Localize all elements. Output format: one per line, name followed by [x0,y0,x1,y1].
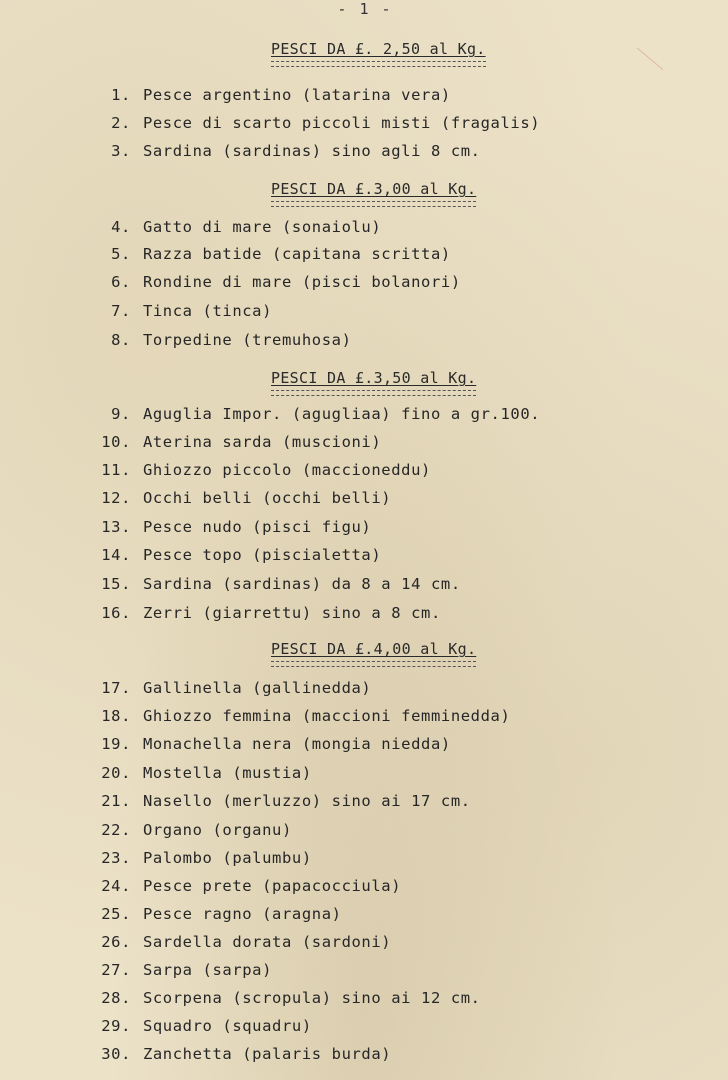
list-item: 9. Aguglia Impor. (agugliaa) fino a gr.100. [111,405,541,423]
list-item: 5. Razza batide (capitana scritta) [111,245,451,263]
list-item: 12. Occhi belli (occhi belli) [101,489,392,507]
list-item: 17. Gallinella (gallinedda) [101,679,372,697]
list-item: 30. Zanchetta (palaris burda) [101,1045,392,1063]
list-item: 16. Zerri (giarrettu) sino a 8 cm. [101,604,441,622]
list-item: 20. Mostella (mustia) [101,764,312,782]
section-heading-4: PESCI DA £.4,00 al Kg. [271,640,477,658]
list-item: 26. Sardella dorata (sardoni) [101,933,392,951]
list-item: 28. Scorpena (scropula) sino ai 12 cm. [101,989,481,1007]
pencil-mark [619,47,664,91]
page-number: - 1 - [337,0,393,18]
section-heading-2: PESCI DA £.3,00 al Kg. [271,180,477,198]
list-item: 14. Pesce topo (piscialetta) [101,546,382,564]
section-heading-3: PESCI DA £.3,50 al Kg. [271,369,477,387]
list-item: 22. Organo (organu) [101,821,292,839]
list-item: 4. Gatto di mare (sonaiolu) [111,218,382,236]
list-item: 29. Squadro (squadru) [101,1017,312,1035]
list-item: 18. Ghiozzo femmina (maccioni femminedda) [101,707,511,725]
list-item: 6. Rondine di mare (pisci bolanori) [111,273,461,291]
list-item: 19. Monachella nera (mongia niedda) [101,735,451,753]
section-heading-1: PESCI DA £. 2,50 al Kg. [271,40,486,58]
list-item: 11. Ghiozzo piccolo (maccioneddu) [101,461,431,479]
list-item: 10. Aterina sarda (muscioni) [101,433,382,451]
list-item: 3. Sardina (sardinas) sino agli 8 cm. [111,142,481,160]
list-item: 13. Pesce nudo (pisci figu) [101,518,372,536]
list-item: 25. Pesce ragno (aragna) [101,905,342,923]
list-item: 15. Sardina (sardinas) da 8 a 14 cm. [101,575,461,593]
list-item: 23. Palombo (palumbu) [101,849,312,867]
list-item: 8. Torpedine (tremuhosa) [111,331,352,349]
list-item: 21. Nasello (merluzzo) sino ai 17 cm. [101,792,471,810]
list-item: 27. Sarpa (sarpa) [101,961,273,979]
list-item: 1. Pesce argentino (latarina vera) [111,86,451,104]
list-item: 7. Tinca (tinca) [111,302,273,320]
list-item: 2. Pesce di scarto piccoli misti (fragalis) [111,114,541,132]
list-item: 24. Pesce prete (papacocciula) [101,877,402,895]
